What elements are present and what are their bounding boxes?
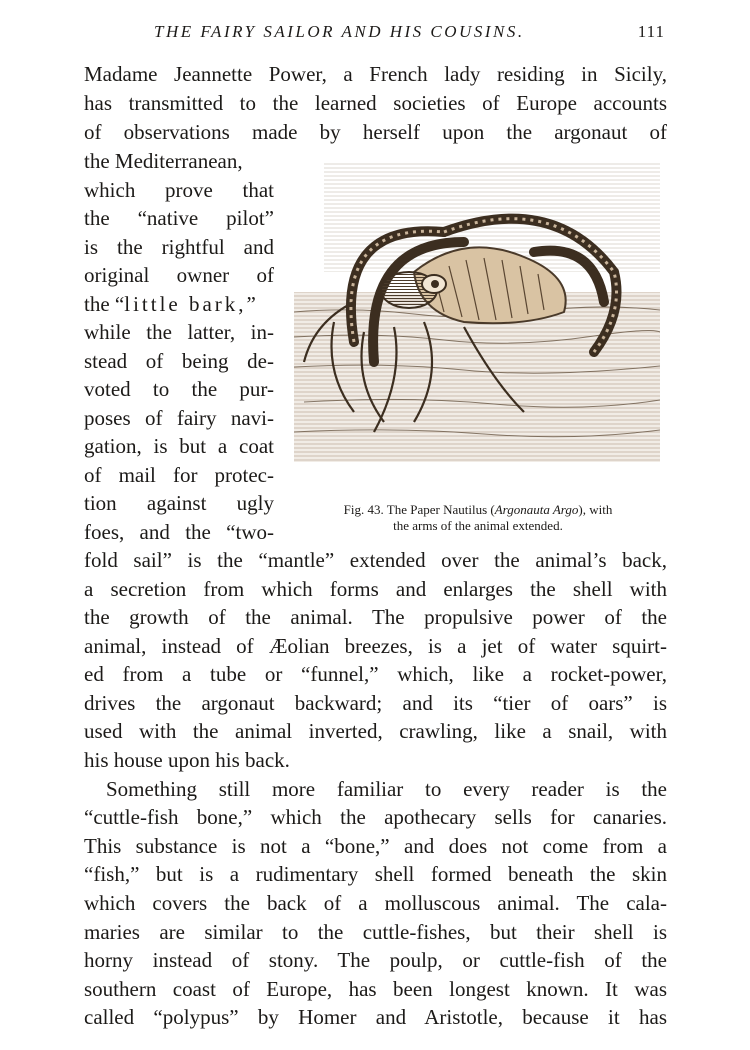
caption-line-1 <box>288 502 668 518</box>
text-line: fold sail” is the “mantle” extended over the animal’s back, <box>84 548 667 572</box>
text-line: poses of fairy navi- <box>84 406 274 430</box>
text-line: southern coast of Europe, has been longest known. It was <box>84 977 667 1001</box>
text-line: used with the animal inverted, crawling, like a snail, with <box>84 719 667 743</box>
figure-caption <box>288 502 668 534</box>
text-line: his house upon his back. <box>84 748 290 772</box>
text-line: stead of being de- <box>84 349 274 373</box>
text-line: of mail for protec- <box>84 463 274 487</box>
text-line: the Mediterranean, <box>84 149 243 173</box>
running-head <box>84 18 667 46</box>
text-line: which prove that <box>84 178 274 202</box>
text-line: This substance is not a “bone,” and does not come from a <box>84 834 667 858</box>
text-line: tion against ugly <box>84 491 274 515</box>
text-line: which covers the back of a molluscous animal. The cala- <box>84 891 667 915</box>
text-line: has transmitted to the learned societies of Europe accounts <box>84 91 667 115</box>
text-line: original owner of <box>84 263 274 287</box>
text-line: is the rightful and <box>84 235 274 259</box>
text-line: horny instead of stony. The poulp, or cuttle-fish of the <box>84 948 667 972</box>
spaced-text: little bark, <box>124 292 247 316</box>
text-fragment: the “ <box>84 292 125 316</box>
caption-line-2: the arms of the animal extended. <box>393 518 563 533</box>
text-fragment: ” <box>246 292 256 316</box>
running-head-title: THE FAIRY SAILOR AND HIS COUSINS. <box>154 22 525 41</box>
text-line: called “polypus” by Homer and Aristotle, because it has <box>84 1005 667 1029</box>
text-line: animal, instead of Æolian breezes, is a jet of water squirt- <box>84 634 667 658</box>
text-line: “cuttle-fish bone,” which the apothecary sells for canaries. <box>84 805 667 829</box>
text-line: a secretion from which forms and enlarges the shell with <box>84 577 667 601</box>
text-line: foes, and the “two- <box>84 520 274 544</box>
text-line: Madame Jeannette Power, a French lady residing in Sicily, <box>84 62 667 86</box>
text-line: gation, is but a coat <box>84 434 274 458</box>
text-line: “fish,” but is a rudimentary shell formed beneath the skin <box>84 862 667 886</box>
paragraph-first-line: Something still more familiar to every reader is the <box>106 777 667 801</box>
text-line: drives the argonaut backward; and its “tier of oars” is <box>84 691 667 715</box>
caption-prefix: Fig. 43. The Paper Nautilus ( <box>343 502 495 517</box>
text-line: the growth of the animal. The propulsive power of the <box>84 605 667 629</box>
caption-species: Argonauta Argo <box>494 502 579 517</box>
paper-nautilus-engraving <box>294 162 660 462</box>
text-line: while the latter, in- <box>84 320 274 344</box>
text-line: maries are similar to the cuttle-fishes, but their shell is <box>84 920 667 944</box>
page-number: 111 <box>637 22 665 41</box>
text-line: voted to the pur- <box>84 377 274 401</box>
text-line: the “native pilot” <box>84 206 274 230</box>
caption-suffix: ), with <box>578 502 613 517</box>
text-line <box>84 290 274 318</box>
text-line: ed from a tube or “funnel,” which, like a rocket-power, <box>84 662 667 686</box>
text-line: of observations made by herself upon the argonaut of <box>84 120 667 144</box>
